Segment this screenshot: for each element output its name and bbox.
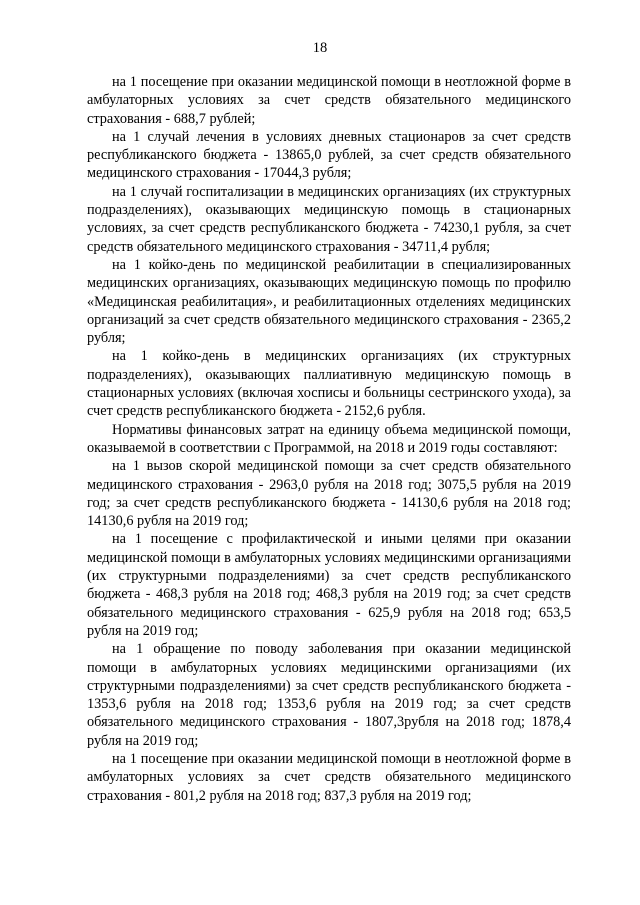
paragraph: на 1 обращение по поводу заболевания при оказании медицинской помощи в амбулаторных условиях медицинскими организациями (их структурными подразделениями) за счет средств республиканского бюджета - 1353,6 рубля на 2018 год; 1353,6 рубля на 2019 год; за счет средств обязательного медицинского страхования - 1807,3рубля на 2018 год; 1878,4 рубля на 2019 год;: [87, 641, 571, 749]
paragraph: на 1 койко-день в медицинских организациях (их структурных подразделениях), оказывающих паллиативную медицинскую помощь в стационарных условиях (включая хосписы и больницы сестринского ухода), за счет средств республиканского бюджета - 2152,6 рубля.: [87, 348, 571, 420]
paragraph: на 1 койко-день по медицинской реабилитации в специализированных медицинских организациях, оказывающих медицинскую помощь по профилю «Медицинская реабилитация», и реабилитационных отделениях медицинских организаций за счет средств обязательного медицинского страхования - 2365,2 рубля;: [87, 256, 571, 347]
document-body: [87, 73, 571, 805]
paragraph: на 1 посещение с профилактической и иными целями при оказании медицинской помощи в амбулаторных условиях медицинскими организациями (их структурными подразделениями) за счет средств республиканского бюджета - 468,3 рубля на 2018 год; 468,3 рубля на 2019 год; за счет средств обязательного медицинского страхования - 625,9 рубля на 2018 год; 653,5 рубля на 2019 год;: [87, 531, 571, 639]
paragraph: на 1 случай госпитализации в медицинских организациях (их структурных подразделениях), оказывающих медицинскую помощь в стационарных условиях, за счет средств республиканского бюджета - 74230,1 рубля, за счет средств обязательного медицинского страхования - 34711,4 рубля;: [87, 183, 571, 255]
paragraph: на 1 вызов скорой медицинской помощи за счет средств обязательного медицинского страхования - 2963,0 рубля на 2018 год; 3075,5 рубля на 2019 год; за счет средств республиканского бюджета - 14130,6 рубля на 2018 год; 14130,6 рубля на 2019 год;: [87, 458, 571, 530]
paragraph: Нормативы финансовых затрат на единицу объема медицинской помощи, оказываемой в соответствии с Программой, на 2018 и 2019 годы составляют:: [87, 421, 571, 456]
page-number: 18: [312, 40, 328, 56]
paragraph: на 1 случай лечения в условиях дневных стационаров за счет средств республиканского бюджета - 13865,0 рублей, за счет средств обязательного медицинского страхования - 17044,3 рубля;: [87, 128, 571, 182]
paragraph: на 1 посещение при оказании медицинской помощи в неотложной форме в амбулаторных условиях за счет средств обязательного медицинского страхования - 688,7 рублей;: [87, 74, 571, 127]
paragraph: на 1 посещение при оказании медицинской помощи в неотложной форме в амбулаторных условиях за счет средств обязательного медицинского страхования - 801,2 рубля на 2018 год; 837,3 рубля на 2019 год;: [87, 750, 571, 804]
